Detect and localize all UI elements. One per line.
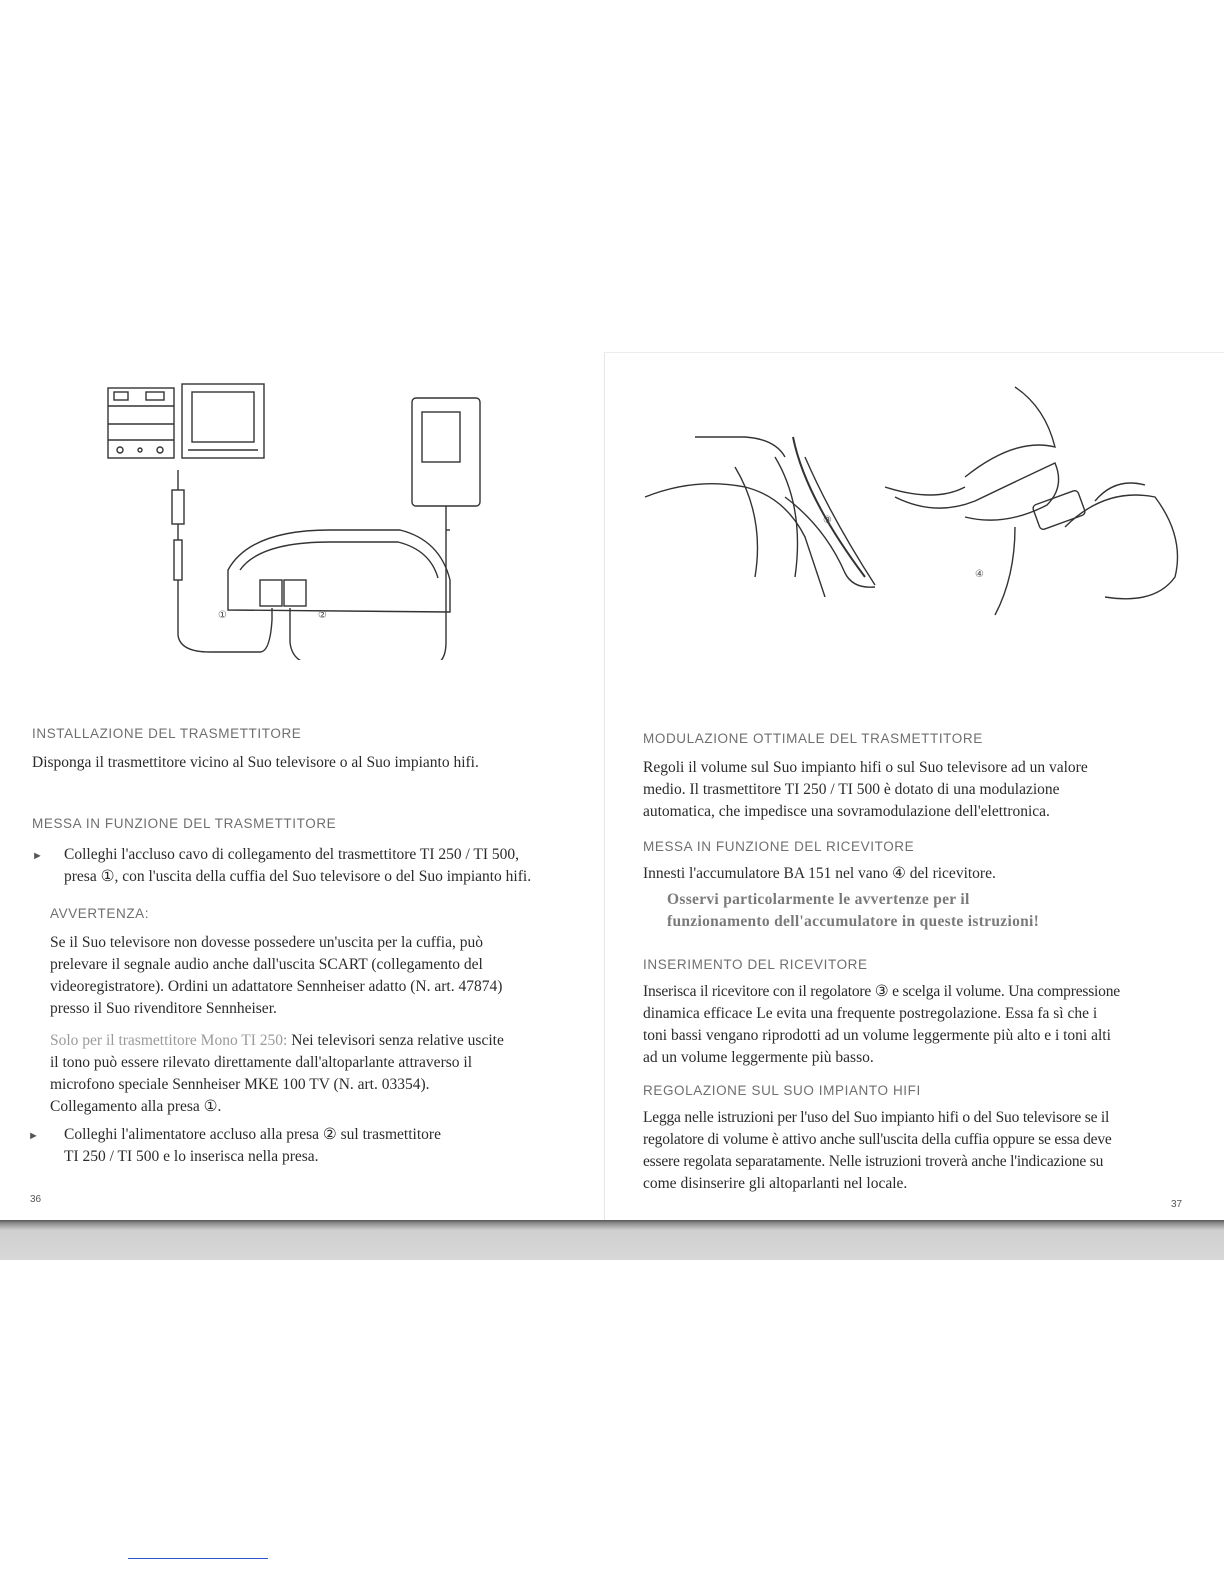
insertion-line4: ad un volume leggermente più basso.: [643, 1049, 874, 1066]
battery-slot-label-4: ④: [975, 569, 984, 580]
step1-line2: presa ①, con l'uscita della cuffia del Suo televisore o del Suo impianto hifi.: [64, 868, 532, 885]
right-page: [604, 352, 1224, 1221]
mono-note-line2: il tono può essere rilevato direttamente dall'altoparlante attraverso il: [50, 1054, 472, 1071]
transmitter-startup-heading: MESSA IN FUNZIONE DEL TRASMETTITORE: [32, 816, 337, 831]
hifi-line4: come disinserire gli altoparlanti nel locale.: [643, 1175, 908, 1192]
warning-line3: videoregistratore). Ordini un adattatore Sennheiser adatto (N. art. 47874): [50, 978, 503, 995]
hifi-line3: essere regolata separatamente. Nelle istruzioni troverà anche l'indicazione su: [643, 1153, 1104, 1170]
receiver-startup-line1: Innesti l'accumulatore BA 151 nel vano ④ del ricevitore.: [643, 865, 996, 882]
battery-note-line1: Osservi particolarmente le avvertenze per il: [667, 891, 970, 908]
page-number-right: 37: [1171, 1199, 1183, 1210]
step1-line1: Colleghi l'accluso cavo di collegamento del trasmettitore TI 250 / TI 500,: [64, 846, 520, 863]
transmitter-connection-diagram: [100, 380, 500, 660]
insertion-line3: toni bassi vengano riprodotti ad un volume leggermente più alto e i toni alti: [643, 1027, 1111, 1044]
jack-adapter-icon: [172, 490, 184, 524]
modulation-line2: medio. Il trasmettitore TI 250 / TI 500 è dotato di una modulazione: [643, 781, 1060, 798]
bullet-arrow-icon: ►: [32, 850, 43, 862]
insertion-line2: dinamica efficace Le evita una frequente postregolazione. Essa fa sì che i: [643, 1005, 1098, 1022]
modulation-line1: Regoli il volume sul Suo impianto hifi o sul Suo televisore ad un valore: [643, 759, 1088, 776]
hifi-line1: Legga nelle istruzioni per l'uso del Suo impianto hifi o del Suo televisore se il: [643, 1109, 1110, 1126]
bullet-arrow-icon: ►: [28, 1130, 39, 1142]
receiver-insertion-illustration: [635, 377, 1195, 617]
step2-line1: Colleghi l'alimentatore accluso alla presa ② sul trasmettitore: [64, 1126, 441, 1143]
install-heading: INSTALLAZIONE DEL TRASMETTITORE: [32, 726, 302, 741]
warning-line2: prelevare il segnale audio anche dall'uscita SCART (collegamento del: [50, 956, 483, 973]
socket-label-2: ②: [318, 610, 327, 621]
hifi-adjustment-heading: REGOLAZIONE SUL SUO IMPIANTO HIFI: [643, 1083, 921, 1098]
headset-band: [965, 387, 1055, 477]
socket-label-1: ①: [218, 610, 227, 621]
modulation-line3: automatica, che impedisce una sovramodulazione dell'elettronica.: [643, 803, 1050, 820]
modulation-heading: MODULAZIONE OTTIMALE DEL TRASMETTITORE: [643, 731, 983, 746]
bottom-rule: [128, 1558, 268, 1559]
mono-note-line3: microfono speciale Sennheiser MKE 100 TV (N. art. 03354).: [50, 1076, 430, 1093]
volume-control-label-3: ③: [823, 515, 832, 526]
page-number-left: 36: [30, 1194, 42, 1205]
warning-heading: AVVERTENZA:: [50, 906, 150, 921]
scan-bottom-shadow: [0, 1220, 1224, 1260]
install-text: Disponga il trasmettitore vicino al Suo televisore o al Suo impianto hifi.: [32, 754, 479, 771]
mono-note-prefix: Solo per il trasmettitore Mono TI 250:: [50, 1032, 288, 1049]
battery-pack: [1032, 490, 1086, 531]
battery-note-line2: funzionamento dell'accumulatore in queste istruzioni!: [667, 913, 1040, 930]
mono-note-line4: Collegamento alla presa ①.: [50, 1098, 222, 1115]
right-hand-drawing: [1065, 495, 1178, 599]
receiver-insertion-heading: INSERIMENTO DEL RICEVITORE: [643, 957, 868, 972]
television-icon: [182, 384, 264, 458]
receiver-startup-heading: MESSA IN FUNZIONE DEL RICEVITORE: [643, 839, 915, 854]
warning-line1: Se il Suo televisore non dovesse possedere un'uscita per la cuffia, può: [50, 934, 483, 951]
mono-note-line1: [50, 1030, 504, 1052]
hifi-line2: regolatore di volume è attivo anche sull'uscita della cuffia oppure se essa deve: [643, 1131, 1112, 1148]
step2-line2: TI 250 / TI 500 e lo inserisca nella presa.: [64, 1148, 319, 1165]
left-page: [0, 340, 604, 1220]
insertion-line1: Inserisca il ricevitore con il regolatore ③ e scelga il volume. Una compressione: [643, 983, 1120, 1000]
mono-note-rest: Nei televisori senza relative uscite: [287, 1032, 504, 1049]
warning-line4: presso il Suo rivenditore Sennheiser.: [50, 1000, 277, 1017]
